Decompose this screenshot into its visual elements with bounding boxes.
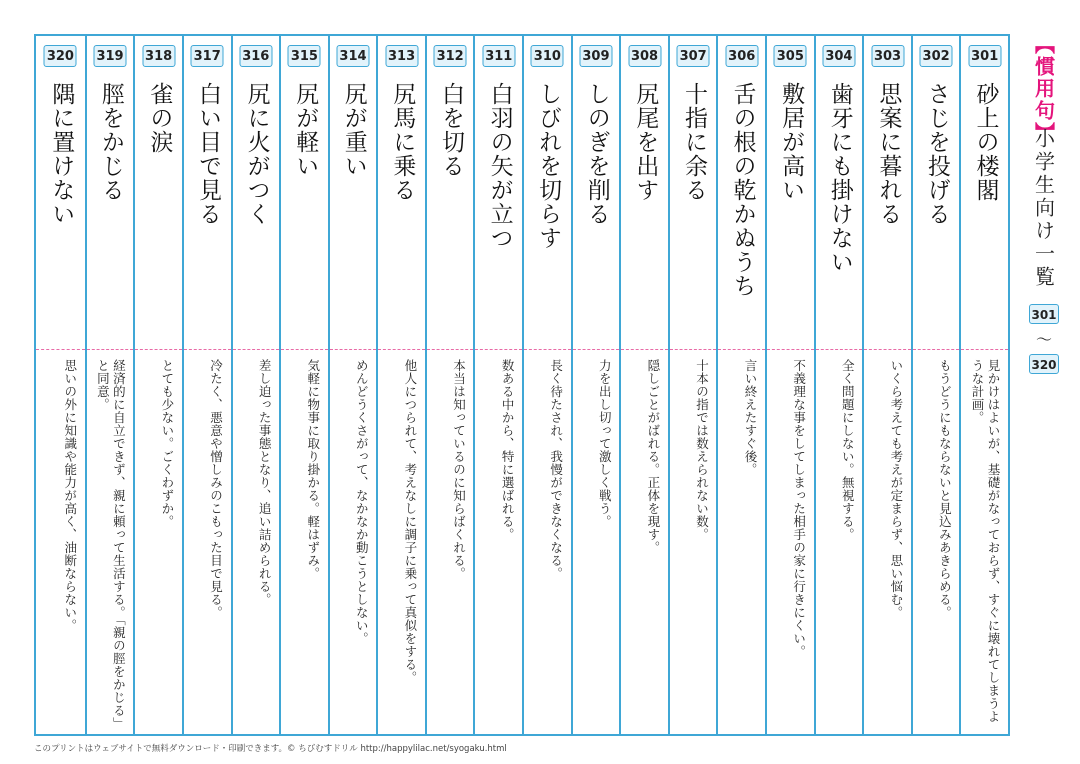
dashed-divider — [913, 349, 960, 350]
idiom-meaning: 不義理な事をしてしまった相手の家に行きにくい。 — [791, 359, 807, 658]
idiom-text: 雀の涙 — [146, 82, 173, 154]
entry-number: 308 — [628, 45, 661, 67]
idiom-text: 尻に火がつく — [243, 82, 270, 226]
dashed-divider — [427, 349, 474, 350]
dashed-divider — [87, 349, 134, 350]
idiom-column — [376, 36, 425, 734]
footer-note: このプリントはウェブサイトで無料ダウンロード・印刷できます。© ちびむすドリル http://happylilac.net/syogaku.html — [34, 744, 507, 754]
idiom-meaning: 見かけはよいが、基礎がなっておらず、すぐに壊れてしまうような計画。 — [970, 359, 1001, 723]
idiom-meaning: 経済的に自立できず、親に頼って生活する。「親の脛をかじる」と同意。 — [95, 359, 127, 724]
idiom-text: 白い目で見る — [195, 82, 221, 226]
side-header — [1014, 34, 1074, 736]
idiom-text: 尻馬に乗る — [389, 82, 416, 202]
dashed-divider — [961, 349, 1008, 350]
idiom-text: 思案に暮れる — [875, 82, 902, 226]
idiom-column — [279, 36, 328, 734]
entry-number: 311 — [482, 45, 515, 67]
idiom-column — [862, 36, 911, 734]
idiom-meaning: もうどうにもならないと見込みあきらめる。 — [937, 359, 953, 619]
entry-number: 307 — [677, 45, 710, 67]
entry-number: 320 — [44, 45, 77, 67]
idiom-meaning: 言い終えたすぐ後。 — [743, 359, 759, 476]
dashed-divider — [573, 349, 620, 350]
dashed-divider — [184, 349, 231, 350]
entry-number: 316 — [239, 45, 272, 67]
entry-number: 314 — [336, 45, 369, 67]
idiom-text: 尻が重い — [340, 82, 367, 178]
dashed-divider — [767, 349, 814, 350]
idiom-column — [36, 36, 85, 734]
idiom-meaning: 力を出し切って激しく戦う。 — [597, 359, 613, 528]
dashed-divider — [718, 349, 765, 350]
idiom-table — [34, 34, 1010, 736]
idiom-column — [425, 36, 474, 734]
idiom-text: しびれを切らす — [535, 82, 562, 250]
dashed-divider — [670, 349, 717, 350]
idiom-text: しのぎを削る — [583, 82, 610, 226]
idiom-column — [571, 36, 620, 734]
idiom-text: 尻尾を出す — [632, 82, 659, 202]
idiom-text: 歯牙にも掛けない — [826, 82, 853, 274]
idiom-meaning: 他人につられて、考えなしに調子に乗って真似をする。 — [402, 359, 418, 684]
idiom-text: 舌の根の乾かぬうち — [729, 82, 756, 298]
idiom-text: 白を切る — [437, 82, 464, 178]
idiom-column — [182, 36, 231, 734]
entry-number: 317 — [191, 45, 224, 67]
dashed-divider — [233, 349, 280, 350]
idiom-column — [668, 36, 717, 734]
entry-number: 310 — [531, 45, 564, 67]
dashed-divider — [330, 349, 377, 350]
dashed-divider — [475, 349, 522, 350]
idiom-column — [959, 36, 1008, 734]
idiom-meaning: 気軽に物事に取り掛かる。軽はずみ。 — [305, 359, 321, 580]
dashed-divider — [864, 349, 911, 350]
dashed-divider — [816, 349, 863, 350]
entry-number: 302 — [920, 45, 953, 67]
idiom-text: 十指に余る — [680, 82, 707, 202]
idiom-column — [619, 36, 668, 734]
dashed-divider — [36, 349, 85, 350]
entry-number: 309 — [579, 45, 612, 67]
idiom-meaning: 全く問題にしない。無視する。 — [840, 359, 856, 541]
entry-number: 304 — [822, 45, 855, 67]
entry-number: 319 — [94, 45, 127, 67]
idiom-text: さじを投げる — [923, 82, 950, 226]
idiom-meaning: 本当は知っているのに知らばくれる。 — [451, 359, 467, 580]
idiom-column — [328, 36, 377, 734]
idiom-meaning: 十本の指では数えられない数。 — [694, 359, 710, 541]
idiom-meaning: 長く待たされ、我慢ができなくなる。 — [548, 359, 564, 580]
idiom-meaning: いくら考えても考えが定まらず、思い悩む。 — [888, 359, 904, 619]
idiom-column — [85, 36, 134, 734]
idiom-text: 脛をかじる — [97, 82, 124, 202]
idiom-meaning: とても少ない。ごくわずか。 — [159, 359, 175, 528]
range-end-badge: 320 — [1029, 354, 1059, 374]
idiom-meaning: 隠しごとがばれる。正体を現す。 — [645, 359, 661, 554]
entry-number: 306 — [725, 45, 758, 67]
idiom-column — [716, 36, 765, 734]
idiom-meaning: めんどうくさがって、なかなか動こうとしない。 — [354, 359, 370, 645]
entry-number: 305 — [774, 45, 807, 67]
dashed-divider — [378, 349, 425, 350]
idiom-text: 白羽の矢が立つ — [486, 82, 513, 250]
entry-number: 313 — [385, 45, 418, 67]
range-separator: 〜 — [1035, 330, 1053, 349]
entry-number: 303 — [871, 45, 904, 67]
dashed-divider — [524, 349, 571, 350]
dashed-divider — [281, 349, 328, 350]
range-start-badge: 301 — [1029, 304, 1059, 324]
idiom-text: 尻が軽い — [292, 82, 319, 178]
dashed-divider — [135, 349, 182, 350]
page-title: 小学生向け一覧 — [1031, 128, 1056, 289]
idiom-meaning: 冷たく、悪意や憎しみのこもった目で見る。 — [208, 359, 224, 619]
idiom-meaning: 思いの外に知識や能力が高く、油断ならない。 — [62, 359, 78, 632]
idiom-meaning: 差し迫った事態となり、追い詰められる。 — [257, 359, 273, 606]
entry-number: 301 — [968, 45, 1001, 67]
idiom-column — [231, 36, 280, 734]
idiom-column — [814, 36, 863, 734]
idiom-text: 砂上の楼閣 — [972, 82, 999, 202]
entry-number: 318 — [142, 45, 175, 67]
category-badge: 【慣用句】 — [1031, 34, 1056, 144]
idiom-column — [133, 36, 182, 734]
entry-number: 312 — [434, 45, 467, 67]
idiom-column — [911, 36, 960, 734]
idiom-text: 敷居が高い — [778, 82, 805, 202]
idiom-column — [473, 36, 522, 734]
idiom-text: 隅に置けない — [48, 82, 75, 226]
idiom-meaning: 数ある中から、特に選ばれる。 — [500, 359, 516, 541]
idiom-column — [522, 36, 571, 734]
entry-number: 315 — [288, 45, 321, 67]
idiom-column — [765, 36, 814, 734]
dashed-divider — [621, 349, 668, 350]
